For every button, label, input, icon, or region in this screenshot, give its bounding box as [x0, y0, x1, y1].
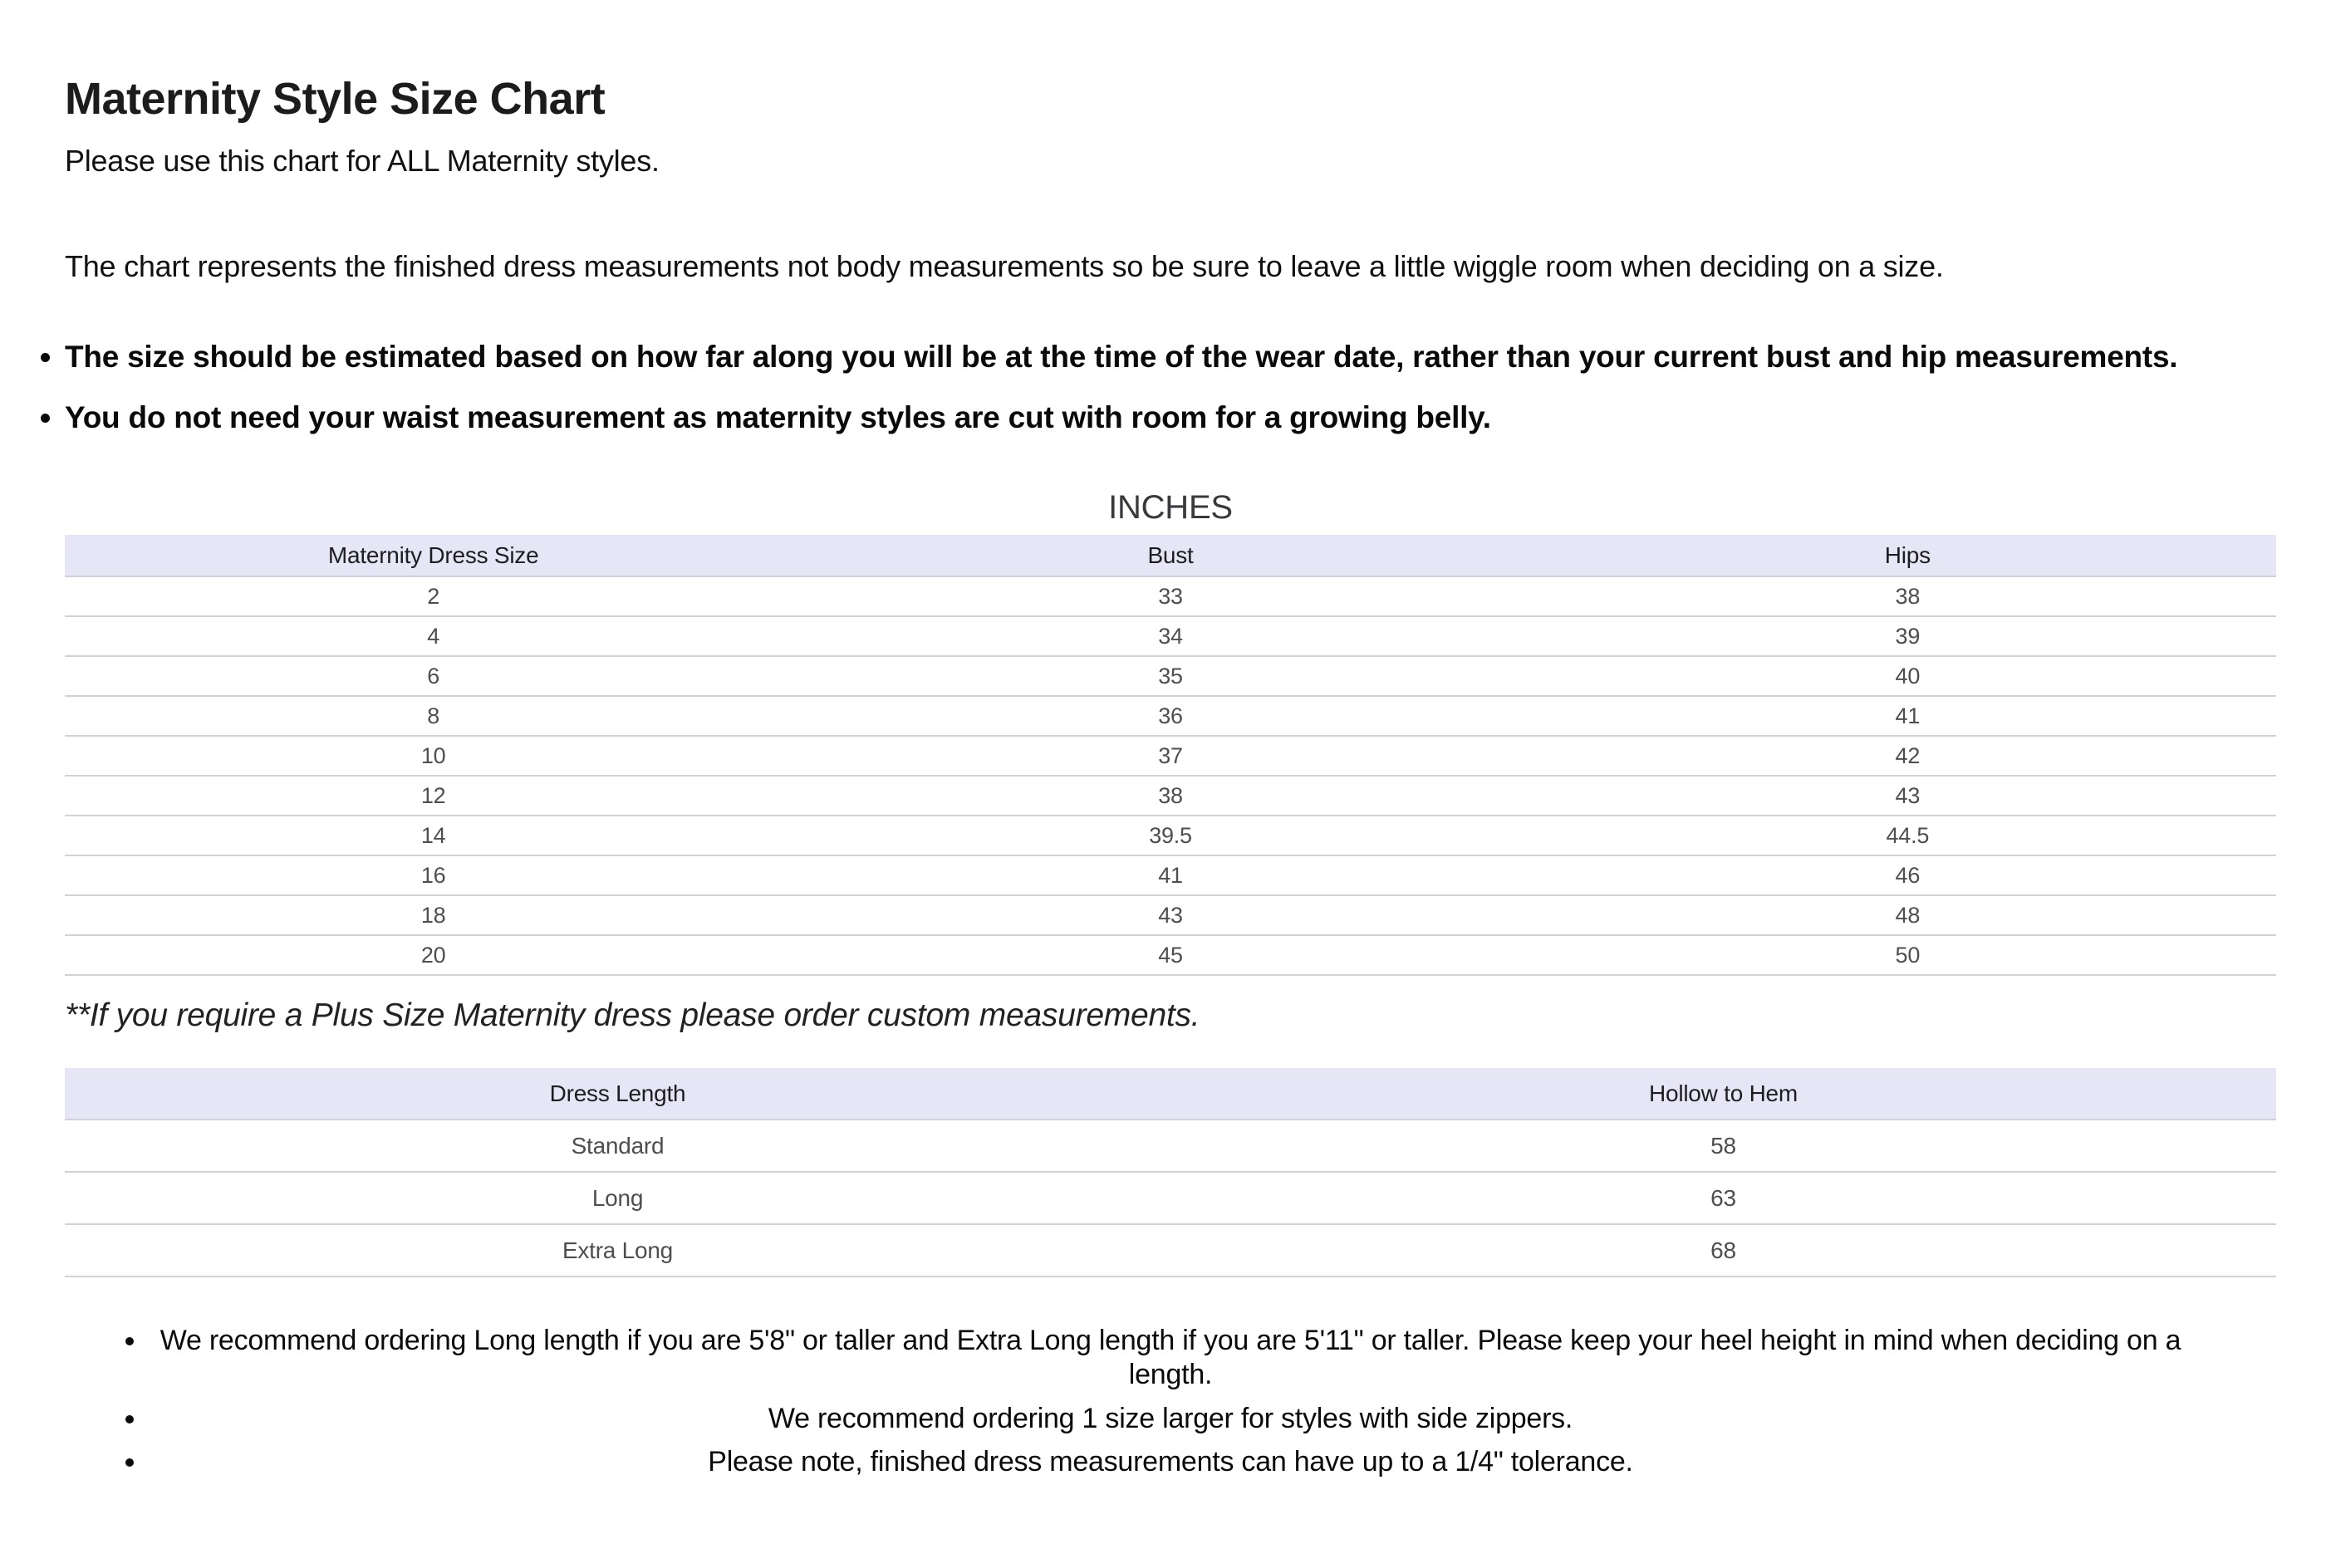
- footnote-item: • Please note, finished dress measurements can have up to a 1/4" tolerance.: [148, 1445, 2193, 1479]
- hips-cell: 39: [1539, 616, 2276, 656]
- header-row: [65, 1068, 2276, 1120]
- key-points-list: [65, 339, 2276, 436]
- bust-cell: 43: [802, 895, 1538, 935]
- table-row: [65, 696, 2276, 736]
- length-table-header: [65, 1068, 2276, 1120]
- table-row: [65, 776, 2276, 816]
- units-heading: INCHES: [1108, 489, 1233, 527]
- column-header-bust: Bust: [802, 535, 1538, 576]
- column-header-dress-length: Dress Length: [65, 1068, 1170, 1120]
- key-point-item: • You do not need your waist measurement as maternity styles are cut with room for a growing belly.: [65, 399, 2276, 436]
- bust-cell: 38: [802, 776, 1538, 816]
- intro-paragraph: The chart represents the finished dress measurements not body measurements so be sure to leave a little wiggle room when deciding on a size.: [65, 249, 1944, 284]
- size-cell: 4: [65, 616, 802, 656]
- hips-cell: 50: [1539, 935, 2276, 975]
- bust-cell: 34: [802, 616, 1538, 656]
- length-table-body: [65, 1120, 2276, 1276]
- hips-cell: 44.5: [1539, 816, 2276, 855]
- size-cell: 16: [65, 855, 802, 895]
- hips-cell: 40: [1539, 656, 2276, 696]
- bust-cell: 39.5: [802, 816, 1538, 855]
- size-cell: 14: [65, 816, 802, 855]
- table-row: [65, 656, 2276, 696]
- table-row: [65, 935, 2276, 975]
- bust-cell: 37: [802, 736, 1538, 776]
- column-header-hips: Hips: [1539, 535, 2276, 576]
- size-cell: 6: [65, 656, 802, 696]
- subtitle-text: Please use this chart for ALL Maternity styles.: [65, 144, 660, 179]
- table-row: [65, 855, 2276, 895]
- hollow-to-hem-cell: 63: [1170, 1172, 2276, 1224]
- hollow-to-hem-cell: 68: [1170, 1224, 2276, 1276]
- table-row: [65, 1120, 2276, 1172]
- hips-cell: 43: [1539, 776, 2276, 816]
- footnotes-list: [65, 1324, 2276, 1479]
- size-cell: 20: [65, 935, 802, 975]
- key-point-item: • The size should be estimated based on how far along you will be at the time of the wear date, rather than your current bust and hip measurements.: [65, 339, 2276, 375]
- table-row: [65, 1224, 2276, 1276]
- header-row: [65, 535, 2276, 576]
- size-table-body: [65, 576, 2276, 975]
- size-table: [65, 535, 2276, 976]
- page-title: Maternity Style Size Chart: [65, 74, 606, 124]
- bust-cell: 36: [802, 696, 1538, 736]
- hips-cell: 38: [1539, 576, 2276, 616]
- table-row: [65, 816, 2276, 855]
- size-cell: 8: [65, 696, 802, 736]
- length-cell: Long: [65, 1172, 1170, 1224]
- hollow-to-hem-cell: 58: [1170, 1120, 2276, 1172]
- length-cell: Standard: [65, 1120, 1170, 1172]
- plus-size-note: **If you require a Plus Size Maternity dress please order custom measurements.: [65, 997, 1200, 1034]
- size-cell: 2: [65, 576, 802, 616]
- table-row: [65, 736, 2276, 776]
- table-row: [65, 895, 2276, 935]
- length-cell: Extra Long: [65, 1224, 1170, 1276]
- footnote-item: • We recommend ordering 1 size larger for styles with side zippers.: [148, 1402, 2193, 1436]
- size-cell: 10: [65, 736, 802, 776]
- size-cell: 18: [65, 895, 802, 935]
- hips-cell: 42: [1539, 736, 2276, 776]
- hips-cell: 41: [1539, 696, 2276, 736]
- column-header-hollow-to-hem: Hollow to Hem: [1170, 1068, 2276, 1120]
- bust-cell: 45: [802, 935, 1538, 975]
- footnote-item: • We recommend ordering Long length if you are 5'8" or taller and Extra Long length if you are 5'11" or taller. Please keep your heel height in mind when deciding on a length.: [148, 1324, 2193, 1392]
- size-table-header: [65, 535, 2276, 576]
- bust-cell: 35: [802, 656, 1538, 696]
- bust-cell: 33: [802, 576, 1538, 616]
- bust-cell: 41: [802, 855, 1538, 895]
- size-cell: 12: [65, 776, 802, 816]
- table-row: [65, 576, 2276, 616]
- table-row: [65, 616, 2276, 656]
- length-table: [65, 1068, 2276, 1277]
- hips-cell: 48: [1539, 895, 2276, 935]
- table-row: [65, 1172, 2276, 1224]
- size-chart-page: [0, 73, 2326, 1479]
- hips-cell: 46: [1539, 855, 2276, 895]
- column-header-size: Maternity Dress Size: [65, 535, 802, 576]
